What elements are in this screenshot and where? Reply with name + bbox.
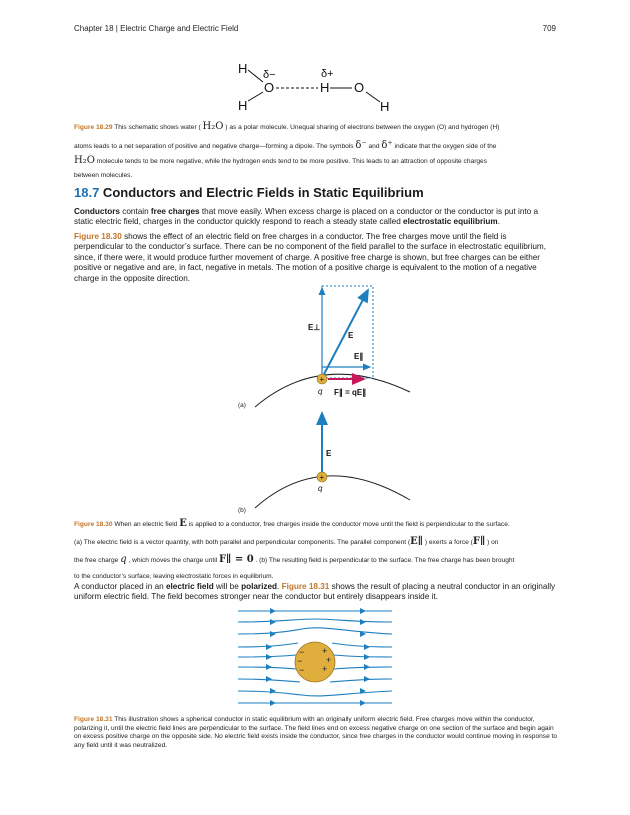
arrowhead	[364, 654, 370, 660]
section-title: Conductors and Electric Fields in Static Equilibrium	[99, 185, 424, 200]
arrowhead	[364, 644, 370, 650]
minus-charge: −	[299, 647, 305, 657]
bond-line	[248, 70, 263, 82]
paragraph-conductors: Conductors contain free charges that move easily. When excess charge is placed on a conductor or the conductor is put into a static electric field, charges in the conductor quickly respond to reach a steady state called electrostatic equilibrium.	[74, 207, 539, 227]
h-atom: H	[238, 98, 248, 113]
panel-a-label: (a)	[238, 402, 246, 409]
field-line	[334, 667, 392, 669]
water-molecule-diagram	[228, 58, 398, 116]
field-line	[334, 655, 392, 657]
e-label: E	[326, 449, 332, 458]
figure-18-30b-diagram	[230, 408, 420, 516]
figure-label: Figure 18.31	[74, 716, 113, 723]
plus-sign: +	[319, 375, 325, 384]
chapter-header: Chapter 18 | Electric Charge and Electric Field	[74, 24, 239, 33]
figure-18-29-caption: Figure 18.29 This schematic shows water ( H₂O ) as a polar molecule. Unequal sharing of electrons between the oxygen (O) and hydrogen (H) atoms leads to a net separation of positive and negative charge—forming a dipole. The symbols δ⁻ and δ⁺ indicate that the oxygen side of the H₂O molecule tends to be more negative, while the hydrogen ends tend to be more positive. This leads to an attraction of opposite charges between molecules.	[74, 121, 500, 179]
figure-label: Figure 18.29	[74, 124, 113, 131]
arrowhead	[266, 654, 272, 660]
arrowhead	[270, 608, 276, 614]
plus-charge: +	[326, 655, 332, 665]
figure-18-30-link[interactable]: Figure 18.30	[74, 232, 122, 241]
page-number: 709	[542, 24, 556, 33]
o-atom: O	[264, 80, 275, 95]
field-line	[238, 619, 392, 622]
figure-label: Figure 18.30	[74, 521, 113, 528]
q-label: q	[318, 387, 323, 396]
paragraph-figure-18-30: Figure 18.30 shows the effect of an electric field on free charges in a conductor. The free charges move until the field is perpendicular to the conductor’s surface. There can be no component of the field parallel to the surface in electrostatic equilibrium, since, if there were, it would produce further movement of charge. A positive free charge is shown, but free charges can be either positive or negative and are, in fact, negative in metals. The motion of a positive charge is equivalent to the motion of a negative charge in the opposite direction.	[74, 232, 546, 283]
h-atom: H	[320, 80, 330, 95]
field-line	[238, 628, 392, 634]
arrowhead	[270, 700, 276, 706]
figure-18-31-link[interactable]: Figure 18.31	[281, 582, 330, 591]
arrowhead	[270, 619, 276, 625]
field-line	[238, 691, 392, 696]
o-atom: O	[354, 80, 365, 95]
plus-charge: +	[322, 664, 328, 674]
arrowhead	[270, 688, 276, 694]
h-atom: H	[380, 99, 390, 114]
h-atom: H	[238, 61, 248, 76]
field-line	[332, 643, 392, 647]
arrowhead	[360, 608, 366, 614]
arrowhead	[270, 631, 276, 637]
minus-charge: −	[297, 656, 303, 666]
arrowhead	[266, 644, 272, 650]
figure-18-30a-diagram	[230, 280, 420, 410]
bond-line	[366, 92, 380, 102]
section-number: 18.7	[74, 185, 100, 200]
plus-sign: +	[319, 473, 325, 482]
plus-charge: +	[322, 646, 328, 656]
figure-18-30-caption: Figure 18.30 When an electric field E is applied to a conductor, free charges inside the conductor move until the field is perpendicular to the surface. (a) The electric field is a vector quantity, with both parallel and perpendicular components. The parallel component (E∥ ) exerts a force (F∥ ) on the free charge q , which moves the charge until F∥ = 0 . (b) The resulting field is perpendicular to the surface. The free charge has been brought to the conductor’s surface, leaving electrostatic forces in equilibrium.	[74, 518, 515, 580]
figure-18-31-diagram	[230, 605, 400, 710]
figure-18-31-caption: Figure 18.31 This illustration shows a spherical conductor in static equilibrium with an originally uniform electric field. Free charges move within the conductor, polarizing it, until the electric field lines are perpendicular to the surface. The field lines end on excess negative charge on one section of the surface and begin again on excess positive charge on the opposite side. No electric field exists inside the conductor, since free charges in the conductor would continue moving in response to any field until it was neutralized.	[74, 716, 558, 749]
panel-b-label: (b)	[238, 507, 246, 514]
arrowhead	[364, 664, 370, 670]
section-heading	[74, 185, 424, 200]
arrowhead	[360, 619, 366, 625]
bond-line	[248, 92, 263, 101]
force-label: F∥ = qE∥	[334, 388, 367, 397]
delta-minus-symbol: δ−	[263, 69, 276, 81]
arrowhead	[266, 676, 272, 682]
e-perp-label: E⊥	[308, 323, 321, 332]
delta-plus-symbol: δ+	[321, 68, 334, 80]
minus-charge: −	[299, 665, 305, 675]
paragraph-polarization: A conductor placed in an electric field will be polarized. Figure 18.31 shows the result of placing a neutral conductor in an originally uniform electric field. The field becomes stronger near the conductor but entirely disappears inside it.	[74, 582, 556, 602]
q-label: q	[318, 484, 323, 493]
conductor-surface	[255, 476, 410, 508]
e-field-arrow	[322, 290, 368, 378]
arrowhead	[364, 676, 370, 682]
field-line	[330, 679, 392, 682]
arrowhead	[360, 700, 366, 706]
e-parallel-label: E∥	[354, 352, 364, 361]
e-label: E	[348, 331, 354, 340]
arrowhead	[266, 664, 272, 670]
